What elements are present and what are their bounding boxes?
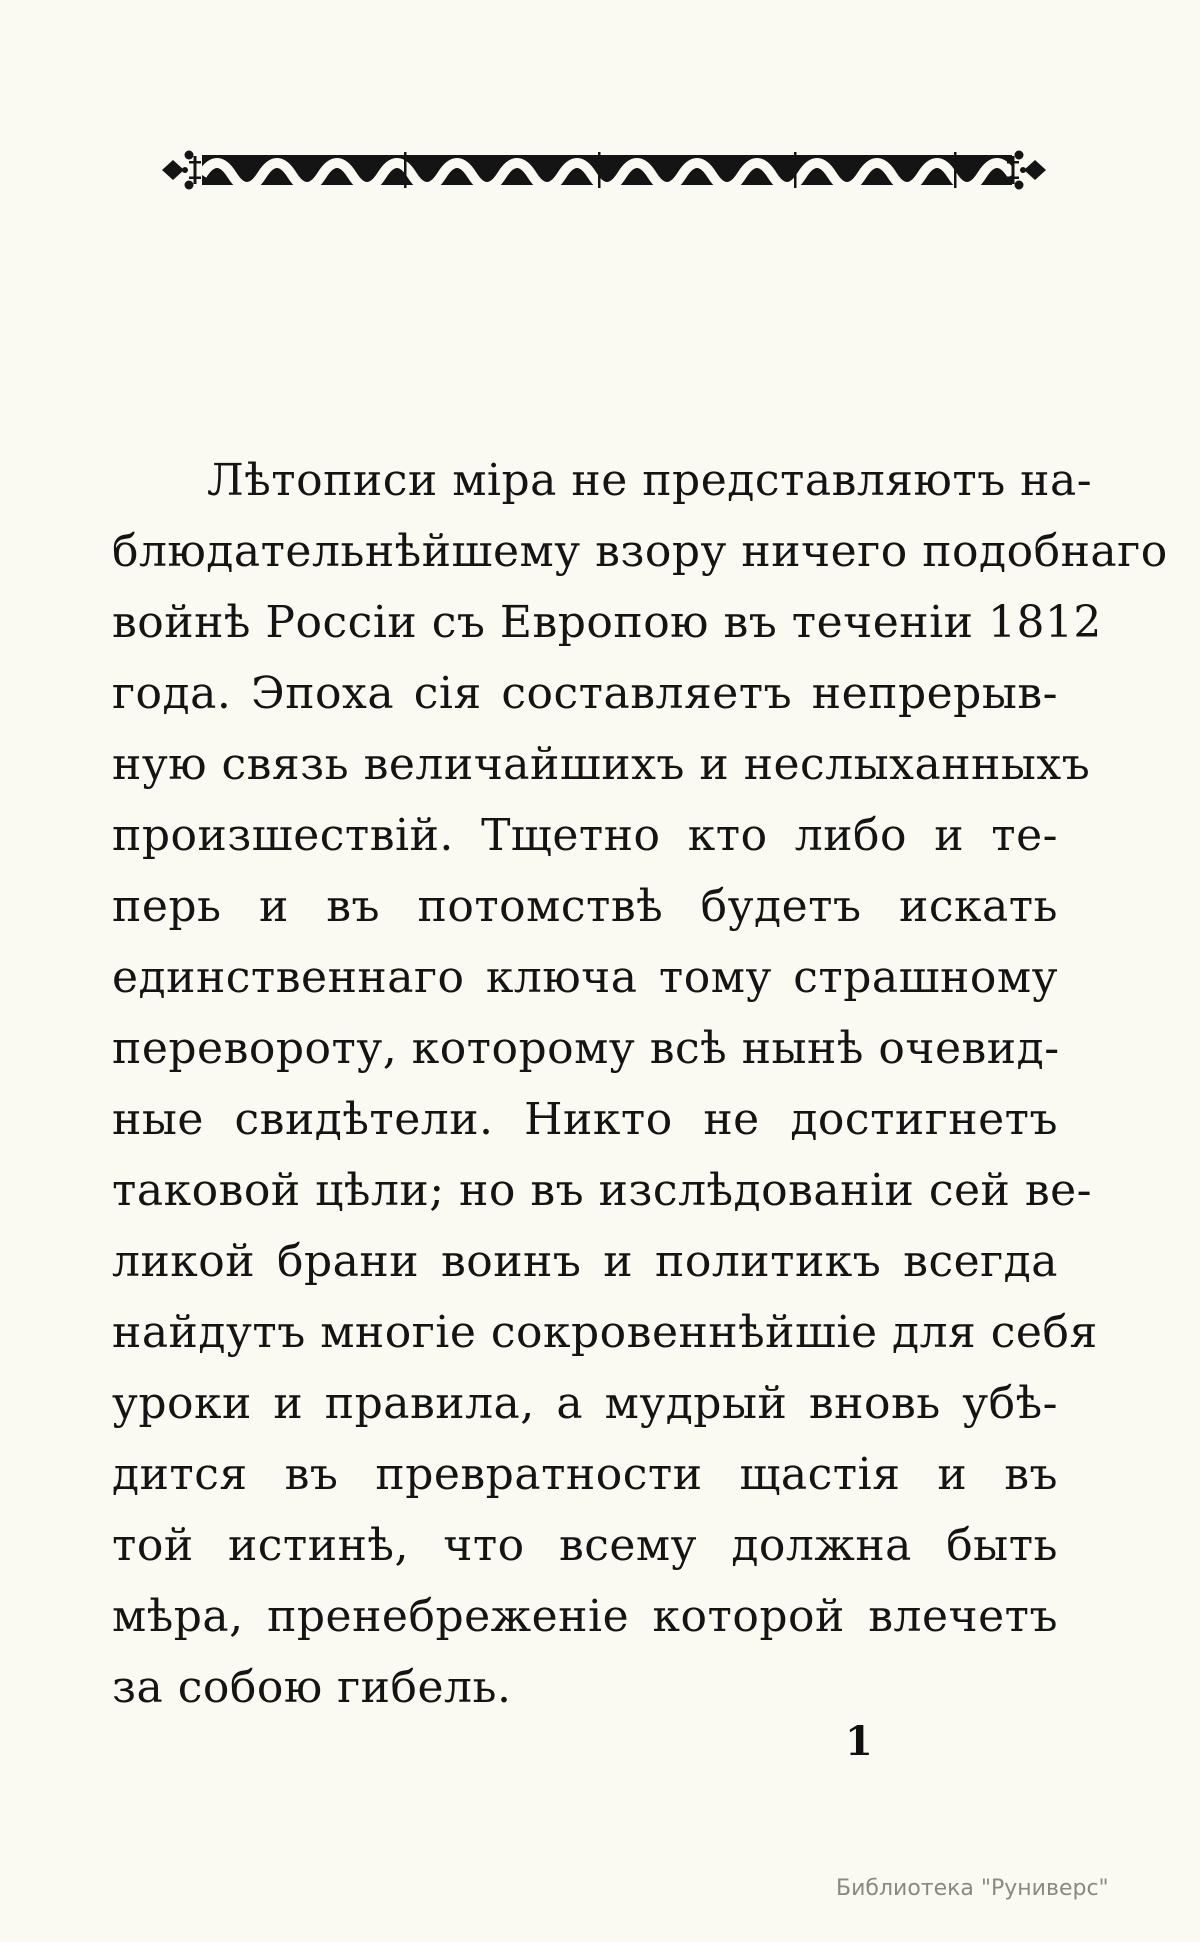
ornament-band-svg [160, 147, 1048, 193]
text-line: произшествій. Тщетно кто либо и те- [112, 810, 1058, 861]
page-number: 1 [845, 1718, 873, 1765]
text-line: уроки и правила, а мудрый вновь убѣ- [112, 1378, 1058, 1429]
text-line: перь и въ потомствѣ будетъ искать [112, 881, 1058, 932]
text-line: дится въ превратности щастія и въ [112, 1449, 1058, 1500]
header-ornament [160, 147, 1048, 193]
text-line: за собою гибель. [112, 1662, 512, 1713]
wave-band [202, 152, 1012, 188]
text-line: войнѣ Россіи съ Европою въ теченіи 1812 [112, 597, 1102, 648]
text-line: той истинѣ, что всему должна быть [112, 1520, 1058, 1571]
text-line: года. Эпоха сія составляетъ непрерыв- [112, 668, 1058, 719]
text-line: мѣра, пренебреженіе которой влечетъ [112, 1591, 1058, 1642]
text-line: ные свидѣтели. Никто не достигнетъ [112, 1094, 1058, 1145]
text-line: единственнаго ключа тому страшному [112, 952, 1058, 1003]
text-line: перевороту, которому всѣ нынѣ очевид- [112, 1023, 1060, 1074]
text-line: найдутъ многіе сокровеннѣйшіе для себя [112, 1307, 1098, 1358]
fleuron-right-icon [1007, 151, 1046, 190]
body-text [112, 445, 1168, 1723]
text-line: ную связь величайшихъ и неслыханныхъ [112, 739, 1091, 790]
text-line: таковой цѣли; но въ изслѣдованіи сей ве- [112, 1165, 1093, 1216]
watermark: Библиотека "Руниверс" [836, 1876, 1109, 1901]
fleuron-left-icon [162, 151, 201, 190]
text-line: Лѣтописи міра не представляютъ на- [207, 455, 1093, 506]
text-line: ликой брани воинъ и политикъ всегда [112, 1236, 1058, 1287]
text-line: блюдательнѣйшему взору ничего подобнаго [112, 526, 1168, 577]
